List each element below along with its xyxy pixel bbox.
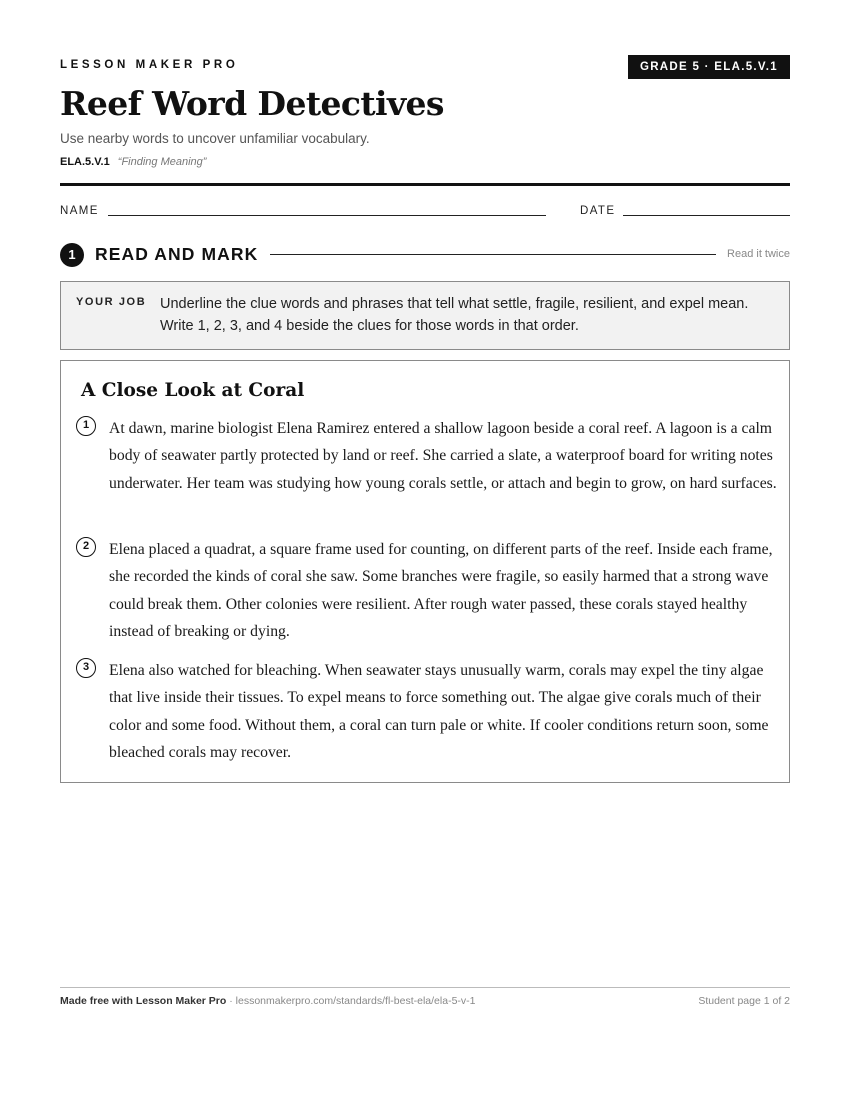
section-title: READ AND MARK: [95, 244, 259, 264]
footer-credit: [60, 995, 476, 1007]
section-hint: Read it twice: [727, 248, 790, 260]
standard-name: “Finding Meaning”: [117, 156, 207, 168]
footer-url[interactable]: · lessonmakerpro.com/standards/fl-best-ela/ela-5-v-1: [226, 995, 476, 1007]
footer-divider: [60, 987, 790, 988]
worksheet-title: Reef Word Detectives: [60, 84, 444, 123]
passage-title: A Close Look at Coral: [81, 380, 305, 401]
passage-paragraph: Elena also watched for bleaching. When seawater stays unusually warm, corals may expel the tiny algae that live inside their tissues. To expel means to force something out. The algae give corals much of their color and some food. Without them, a coral can turn pale or white. If cooler conditions return soon, some bleached corals may recover.: [109, 662, 769, 761]
grade-badge: GRADE 5 · ELA.5.V.1: [628, 55, 790, 79]
passage-paragraph: Elena placed a quadrat, a square frame used for counting, on different parts of the reef. Inside each frame, she recorded the kinds of coral she saw. Some branches were fragile, so easily harmed that a strong wave could break them. Other colonies were resilient. After rough water passed, these corals stayed healthy instead of breaking or dying.: [109, 541, 773, 640]
header-divider: [60, 183, 790, 186]
worksheet-subtitle: Use nearby words to uncover unfamiliar vocabulary.: [60, 131, 370, 146]
name-label: NAME: [60, 205, 99, 217]
section-divider: [270, 254, 716, 255]
instructions-box: [60, 281, 790, 350]
passage-paragraph: At dawn, marine biologist Elena Ramirez entered a shallow lagoon beside a coral reef. A lagoon is a calm body of seawater partly protected by land or reef. She carried a slate, a waterproof board for writing notes underwater. Her team was studying how young corals settle, or attach and begin to grow, on hard surfaces.: [109, 420, 777, 492]
name-field[interactable]: [108, 215, 546, 216]
standard-code: ELA.5.V.1: [60, 156, 110, 168]
footer-page-number: Student page 1 of 2: [698, 995, 790, 1007]
paragraph-number-badge: 3: [76, 658, 96, 678]
paragraph-number-badge: 1: [76, 416, 96, 436]
brand-name: LESSON MAKER PRO: [60, 59, 239, 71]
date-field[interactable]: [623, 215, 790, 216]
instructions-text: Underline the clue words and phrases that tell what settle, fragile, resilient, and expel mean. Write 1, 2, 3, and 4 beside the clues for those words in that order.: [160, 296, 749, 334]
section-number-badge: 1: [60, 243, 84, 267]
instructions-label: YOUR JOB: [76, 296, 147, 308]
reading-passage: [60, 360, 790, 783]
paragraph-number-badge: 2: [76, 537, 96, 557]
footer-made-with: Made free with Lesson Maker Pro: [60, 995, 227, 1007]
date-label: DATE: [580, 205, 616, 217]
standard-line: [60, 156, 206, 168]
